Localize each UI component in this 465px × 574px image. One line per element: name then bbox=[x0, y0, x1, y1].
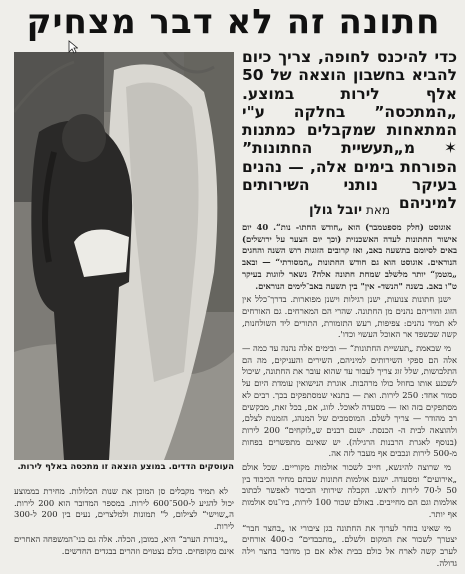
article-paragraph: מי שבאמת „תעשיית החתונות“ — ובימים אלה נהנה עד כמה — אלה הם ספקי השירותים למיניהם, השירים והעניקים, מה הם התלבושות, שלל זוג צריך לעבור עד שהוא עובר את החתונה, שיכול לשכנע אותו בחוזל כולו מרהבות. אוגרת הנישואין עומדת היום על סמור אחד: 250 לירות. ואת — בתנאי שמסתפקים בכך. רבים לא מסתפקים בזה ואז — מסעדה לאוכל. לזוג, אם, בכל זאת, מבקשים רב מהודר — צריך לשלם. המוסמכים של המנהג, הזמנות לצלם, ולהוצאה לבית ה- הכנסת. ישנם רבנים ש„לוקחים“ 200 לירות (בנוסף לאגרת הרבנות הרגילה). יש שאינם מתפשרים בפחות מ-500 לירות ונכבים אף מעבר לזה אה. bbox=[242, 343, 457, 459]
article-paragraph: ישנן חתונות צנועות, ישנן רגילות וישנן מפוארות. בדרך־כלל אין הזוג והוריהם נהנים מן החתונה. שהרי הם המארחים. גם האורחים לא תמיד נהנים: צפיפות, רעש התזמורת, התורים ליד השולחנות, קשה שבשפד אר האוכל העשוי וכדו'. bbox=[242, 294, 457, 340]
article-paragraph: אוגוסט (חלק מספטמבר) הוא „חודש החתו- נות“. 40 יום אישור החתונות לעדה האשכנזית (וכך יום הצער על ירושלים) באים לסיומם בתשעה באב, ואז קרובים הזוגות רוש השנה והחגים הנוראים. אוגוסט הוא גם חודש החתונות „המסורתי“ — ובאב „מטמן“ יותר מלשלב שמחת חתונה אלה? נשאר לזוגות בעיקר ט"ו באב. בשנה "הנשד- אין" בין תשעה באב־לימים הנוראים. bbox=[242, 222, 457, 291]
mouse-cursor-icon bbox=[68, 40, 78, 54]
article-paragraph: מי שרוצה להינשא, חייב לשכור אולמות מקוריים. שכל אולם „אירועים“ ומסעדה. ישנם אולמות חתונות שבהם מחיר הכיבוד בין 50 ל-70 לירות לראש. הקבלה שירותי הכיבוד לאפשר לכתוב אולמות וגם הם מחייבים. באולם שכור 100 לירות, ביו־נוס אולמות אף יותר. bbox=[242, 462, 457, 519]
byline-author: יובל גולן bbox=[308, 202, 363, 218]
article-paragraph: „גיבורת הערב“ היא, כמובן, הכלה. אלה גם בני־המשפחה האחרים אינם מקופחים. כולם נצטוים וזהרים בבגדים החדשים. bbox=[14, 533, 234, 556]
article-paragraph: לא תמיד מקבלים סן המוכן את שנות הכלולות. מחירת בממוצע יכול להגיע ל-500־600 לירות. במספר המדובר הוא 200 לירות. ה„שוישי“ לצילום, ל" תמונות ולמלצרים, נעים בין 200 ל-300 לירות. bbox=[14, 486, 234, 532]
wedding-photo bbox=[14, 52, 234, 460]
article-paragraph: מי שאינו בוחר לערוך את החתונה בגן ציבורי או „בחצר חבר“ יצטרך לשכור את המקום ולשלם. „מתכבדים“ כ-400 אורחים לערב קשה לארח אל כולם בבית אלא אם כן מדובר בחצר וילה גדולה. bbox=[242, 522, 457, 568]
byline-prefix: מאת bbox=[365, 203, 391, 217]
article-body-column-2 bbox=[14, 486, 234, 570]
article-byline bbox=[242, 202, 457, 218]
photo-caption: העוסקים הדדים. במוצע הוצאה זו מתכסה באלף לירות. bbox=[17, 462, 234, 472]
article-body-column bbox=[242, 222, 457, 570]
article-headline: חתונה זה לא דבר מצחיק bbox=[26, 2, 441, 42]
article-lede: כדי להיכנס לחופה, צריך כיום להביא בחשבון הוצאה של 50 אלף לירות במוצע. „המתכסה” בחלקה ע"י המתאחות שמקבלים כמתנות ✶ מ„תעשיית החתונות” הפורחת בימים אלה, — נהנים בעיקר נותני השירותים למיניהם bbox=[242, 48, 457, 213]
